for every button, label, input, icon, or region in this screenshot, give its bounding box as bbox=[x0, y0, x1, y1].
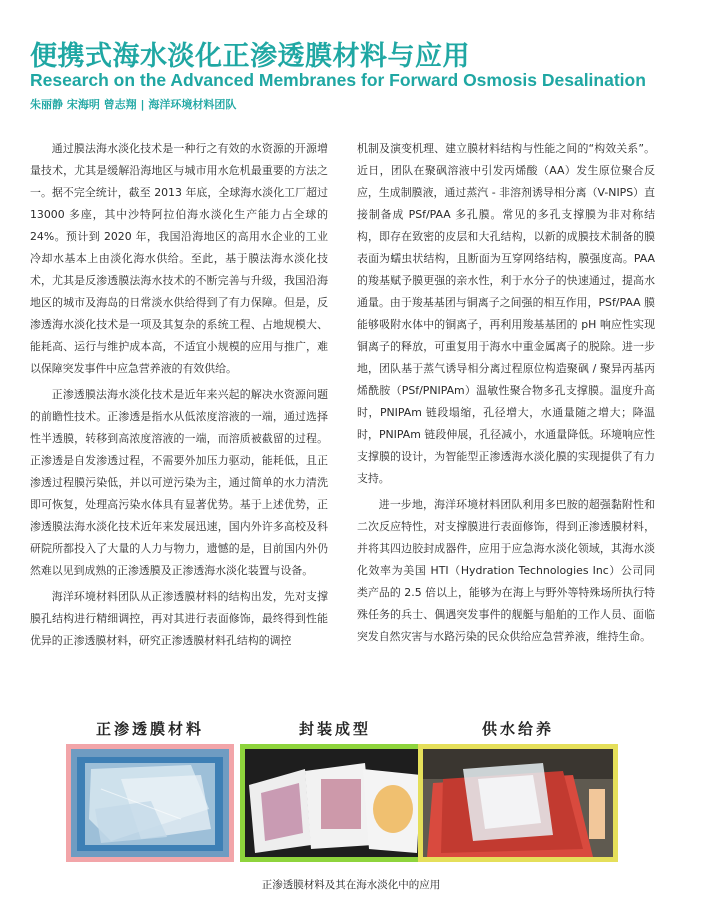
paragraph: 正渗透膜法海水淡化技术是近年来兴起的解决水资源问题的前瞻性技术。正渗透是指水从低浓度溶液的一端，通过选择性半透膜，转移到高浓度溶液的一端，而溶质被截留的过程。正渗透是自发渗透过程，不需要外加压力驱动，能耗低，且正渗透过程膜污染低，并以可逆污染为主，通过简单的水力清洗即可恢复，处理高污染水体具有显著优势。基于上述优势，正渗透膜法海水淡化技术近年来发展迅速，国内外许多高校及科研院所都投入了大量的人力与物力，遗憾的是，目前国内外仍然难以见到成熟的正渗透膜及正渗透海水淡化装置与设备。 bbox=[30, 388, 328, 577]
figure-caption: 正渗透膜材料及其在海水淡化中的应用 bbox=[261, 879, 441, 891]
page-title-english: Research on the Advanced Membranes for Forward Osmosis Desalination bbox=[30, 70, 646, 90]
paragraph: 进一步地，海洋环境材料团队利用多巴胺的超强黏附性和二次反应特性，对支撑膜进行表面修饰，得到正渗透膜材料，并将其四边胶封成器件，应用于应急海水淡化领域，其海水淡化效率为美国 HTI（Hydration Technologies Inc）公司同类产品的 2.5 倍以上，能够为在海上与野外等特殊场所执行特殊任务的兵士、偶遇突发事件的舰艇与船舶的工作人员、面临突发自然灾害与水路污染的民众供给应急营养液，维持生命。 bbox=[357, 498, 655, 643]
page-title: 便携式海水淡化正渗透膜材料与应用 bbox=[30, 41, 470, 72]
body-column-left bbox=[30, 138, 328, 652]
figure-panel-membrane bbox=[66, 718, 234, 866]
membrane-box-photo bbox=[66, 744, 234, 862]
water-bag-photo bbox=[418, 744, 618, 862]
paragraph: 通过膜法海水淡化技术是一种行之有效的水资源的开源增量技术，尤其是缓解沿海地区与城市用水危机最重要的方法之一。据不完全统计，截至 2013 年底，全球海水淡化工厂超过 13000 多座，其中沙特阿拉伯海水淡化生产能力占全球的 24%。预计到 2020 年，我国沿海地区的高用水企业的工业冷却水基本上由淡化海水供给。至此，基于膜法海水淡化技术，尤其是反渗透膜法海水技术的不断完善与升级，我国沿海地区的城市及海岛的日常淡水供给得到了有力保障。但是，反渗透海水淡化技术是一项及其复杂的系统工程、占地规模大、能耗高、运行与维护成本高，不适宜小规模的应用与推广，难以保障突发事件中应急营养液的有效供给。 bbox=[30, 142, 328, 375]
sealed-pouch-photo bbox=[240, 744, 430, 862]
figure-panel-label: 供水给养 bbox=[481, 720, 554, 738]
figure-panel-supply bbox=[418, 718, 618, 866]
paragraph: 海洋环境材料团队从正渗透膜材料的结构出发，先对支撑膜孔结构进行精细调控，再对其进行表面修饰，最终得到性能优异的正渗透膜材料，研究正渗透膜材料孔结构的调控 bbox=[30, 590, 328, 647]
figure-panel-sealing bbox=[240, 718, 430, 866]
figure-panel-label: 封装成型 bbox=[298, 720, 371, 738]
author-byline: 朱丽静 宋海明 曾志翔 | 海洋环境材料团队 bbox=[30, 98, 237, 111]
figure-panel-label: 正渗透膜材料 bbox=[95, 720, 204, 738]
paragraph: 机制及演变机理、建立膜材料结构与性能之间的“构效关系”。近日，团队在聚砜溶液中引发丙烯酸（AA）发生原位聚合反应，生成制膜液，通过蒸汽 - 非溶剂诱导相分离（V-NIPS）直接制备成 PSf/PAA 多孔膜。常见的多孔支撑膜为非对称结构，即存在致密的皮层和大孔结构，以新的成膜技术制备的膜表面为蠕虫状结构，且断面为互穿网络结构，膜强度高。PAA 的羧基赋予膜更强的亲水性，利于水分子的快速通过，提高水通量。由于羧基基团与铜离子之间强的相互作用，PSf/PAA 膜能够吸附水体中的铜离子，再利用羧基基团的 pH 响应性实现铜离子的释放，可重复用于海水中重金属离子的脱除。进一步地，团队基于蒸气诱导相分离过程原位构造聚砜 / 聚异丙基丙烯酰胺（PSf/PNIPAm）温敏性聚合物多孔支撑膜。温度升高时，PNIPAm 链段塌缩，孔径增大，水通量随之增大；降温时，PNIPAm 链段伸展，孔径减小，水通量降低。环境响应性支撑膜的设计，为智能型正渗透海水淡化膜的实现提供了有力支持。 bbox=[357, 142, 655, 485]
body-column-right bbox=[357, 138, 655, 648]
